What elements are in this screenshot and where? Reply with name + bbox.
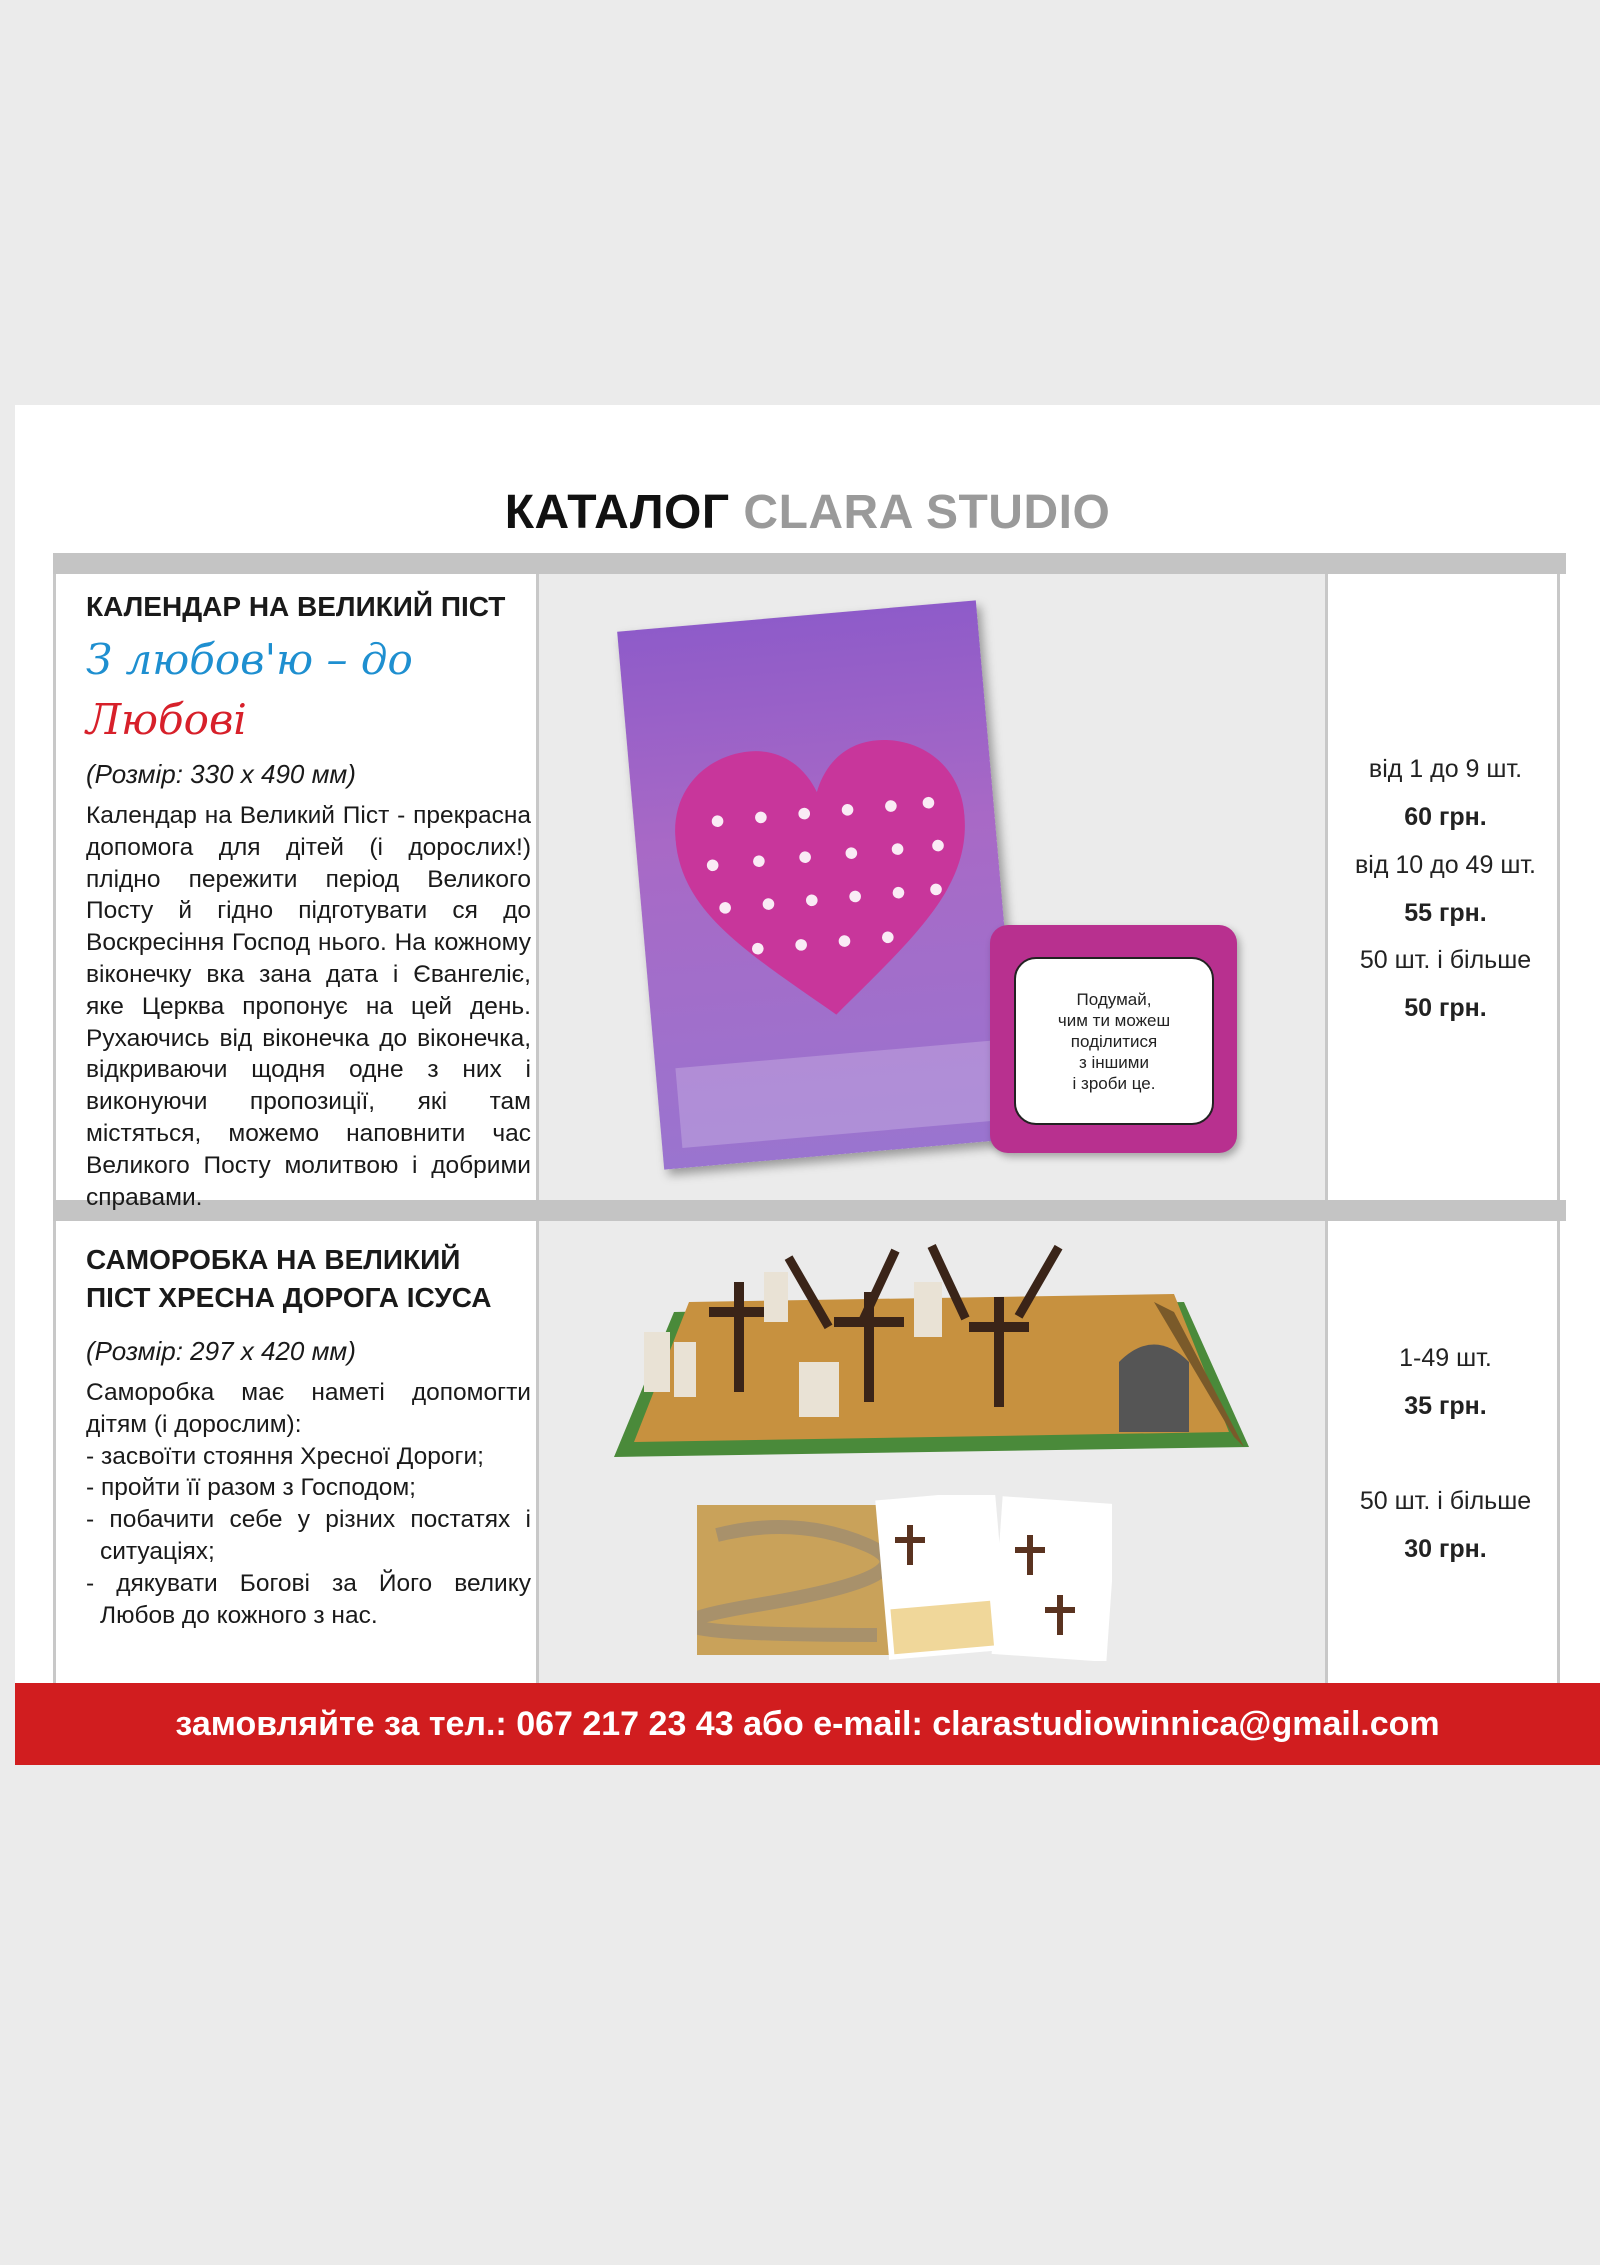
product-2-info — [86, 1241, 531, 1631]
product-1-description: Календар на Великий Піст - прекрасна допомога для дітей (і дорослих!) плідно пережити період Великого Посту й гідно підготувати ся до Воскресіння Господ нього. На кожному віконечку вка зана дата і Євангеліє, яке Церква пропонує на цей день. Рухаючись від віконечка до віконечка, відкриваючи щодня одне з них і виконуючи пропозиції, які там містяться, можемо наповнити час Великого Посту молитвою і добрими справами. — [86, 802, 531, 1211]
product-1-size: (Розмір: 330 x 490 мм) — [86, 759, 356, 789]
card-text: Подумай, чим ти можеш поділитися з іншими і зроби це. — [1014, 957, 1214, 1125]
craft-sheets-image — [697, 1495, 1112, 1661]
brand-name: CLARA STUDIO — [743, 486, 1111, 539]
price-value: 55 грн. — [1404, 899, 1487, 927]
product-1-info — [86, 588, 531, 1213]
table-header-bar — [53, 553, 1566, 574]
product-2-heading: САМОРОБКА НА ВЕЛИКИЙ ПІСТ ХРЕСНА ДОРОГА ІСУСА — [86, 1244, 492, 1313]
bullet: - побачити себе у різних постатях і ситуаціях; — [86, 1506, 531, 1565]
price-qty: 1-49 шт. — [1399, 1344, 1492, 1372]
bullet: - пройти її разом з Господом; — [86, 1474, 416, 1502]
bullet: - засвоїти стояння Хресної Дороги; — [86, 1442, 484, 1470]
price-value: 30 грн. — [1404, 1535, 1487, 1563]
poster-footer-text-block — [675, 1040, 1001, 1148]
heart-graphic — [667, 722, 982, 1046]
price-value: 50 грн. — [1404, 994, 1487, 1022]
calendar-window-card — [990, 925, 1237, 1153]
product-2-intro: Саморобка має наметі допомогти дітям (і дорослим): — [86, 1379, 531, 1438]
product-1-subtitle: З любов'ю – до Любові — [86, 635, 413, 744]
diorama-image — [614, 1242, 1249, 1462]
poster-logo — [639, 636, 806, 740]
price-qty: 50 шт. і більше — [1359, 1487, 1532, 1515]
order-contact-banner: замовляйте за тел.: 067 217 23 43 або e-mail: clarastudiowinnica@gmail.com — [15, 1683, 1600, 1765]
price-value: 35 грн. — [1404, 1392, 1487, 1420]
price-qty: від 10 до 49 шт. — [1355, 851, 1536, 879]
page-title: КАТАЛОГ CLARA STUDIO — [504, 486, 1111, 539]
product-2-size: (Розмір: 297 x 420 мм) — [86, 1336, 356, 1366]
price-qty: 50 шт. і більше — [1359, 946, 1532, 974]
calendar-poster-image — [617, 600, 1023, 1169]
price-qty: від 1 до 9 шт. — [1368, 755, 1523, 783]
price-value: 60 грн. — [1404, 803, 1487, 831]
product-1-heading: КАЛЕНДАР НА ВЕЛИКИЙ ПІСТ — [86, 591, 506, 622]
bullet: - дякувати Богові за Його велику Любов до кожного з нас. — [86, 1569, 531, 1629]
